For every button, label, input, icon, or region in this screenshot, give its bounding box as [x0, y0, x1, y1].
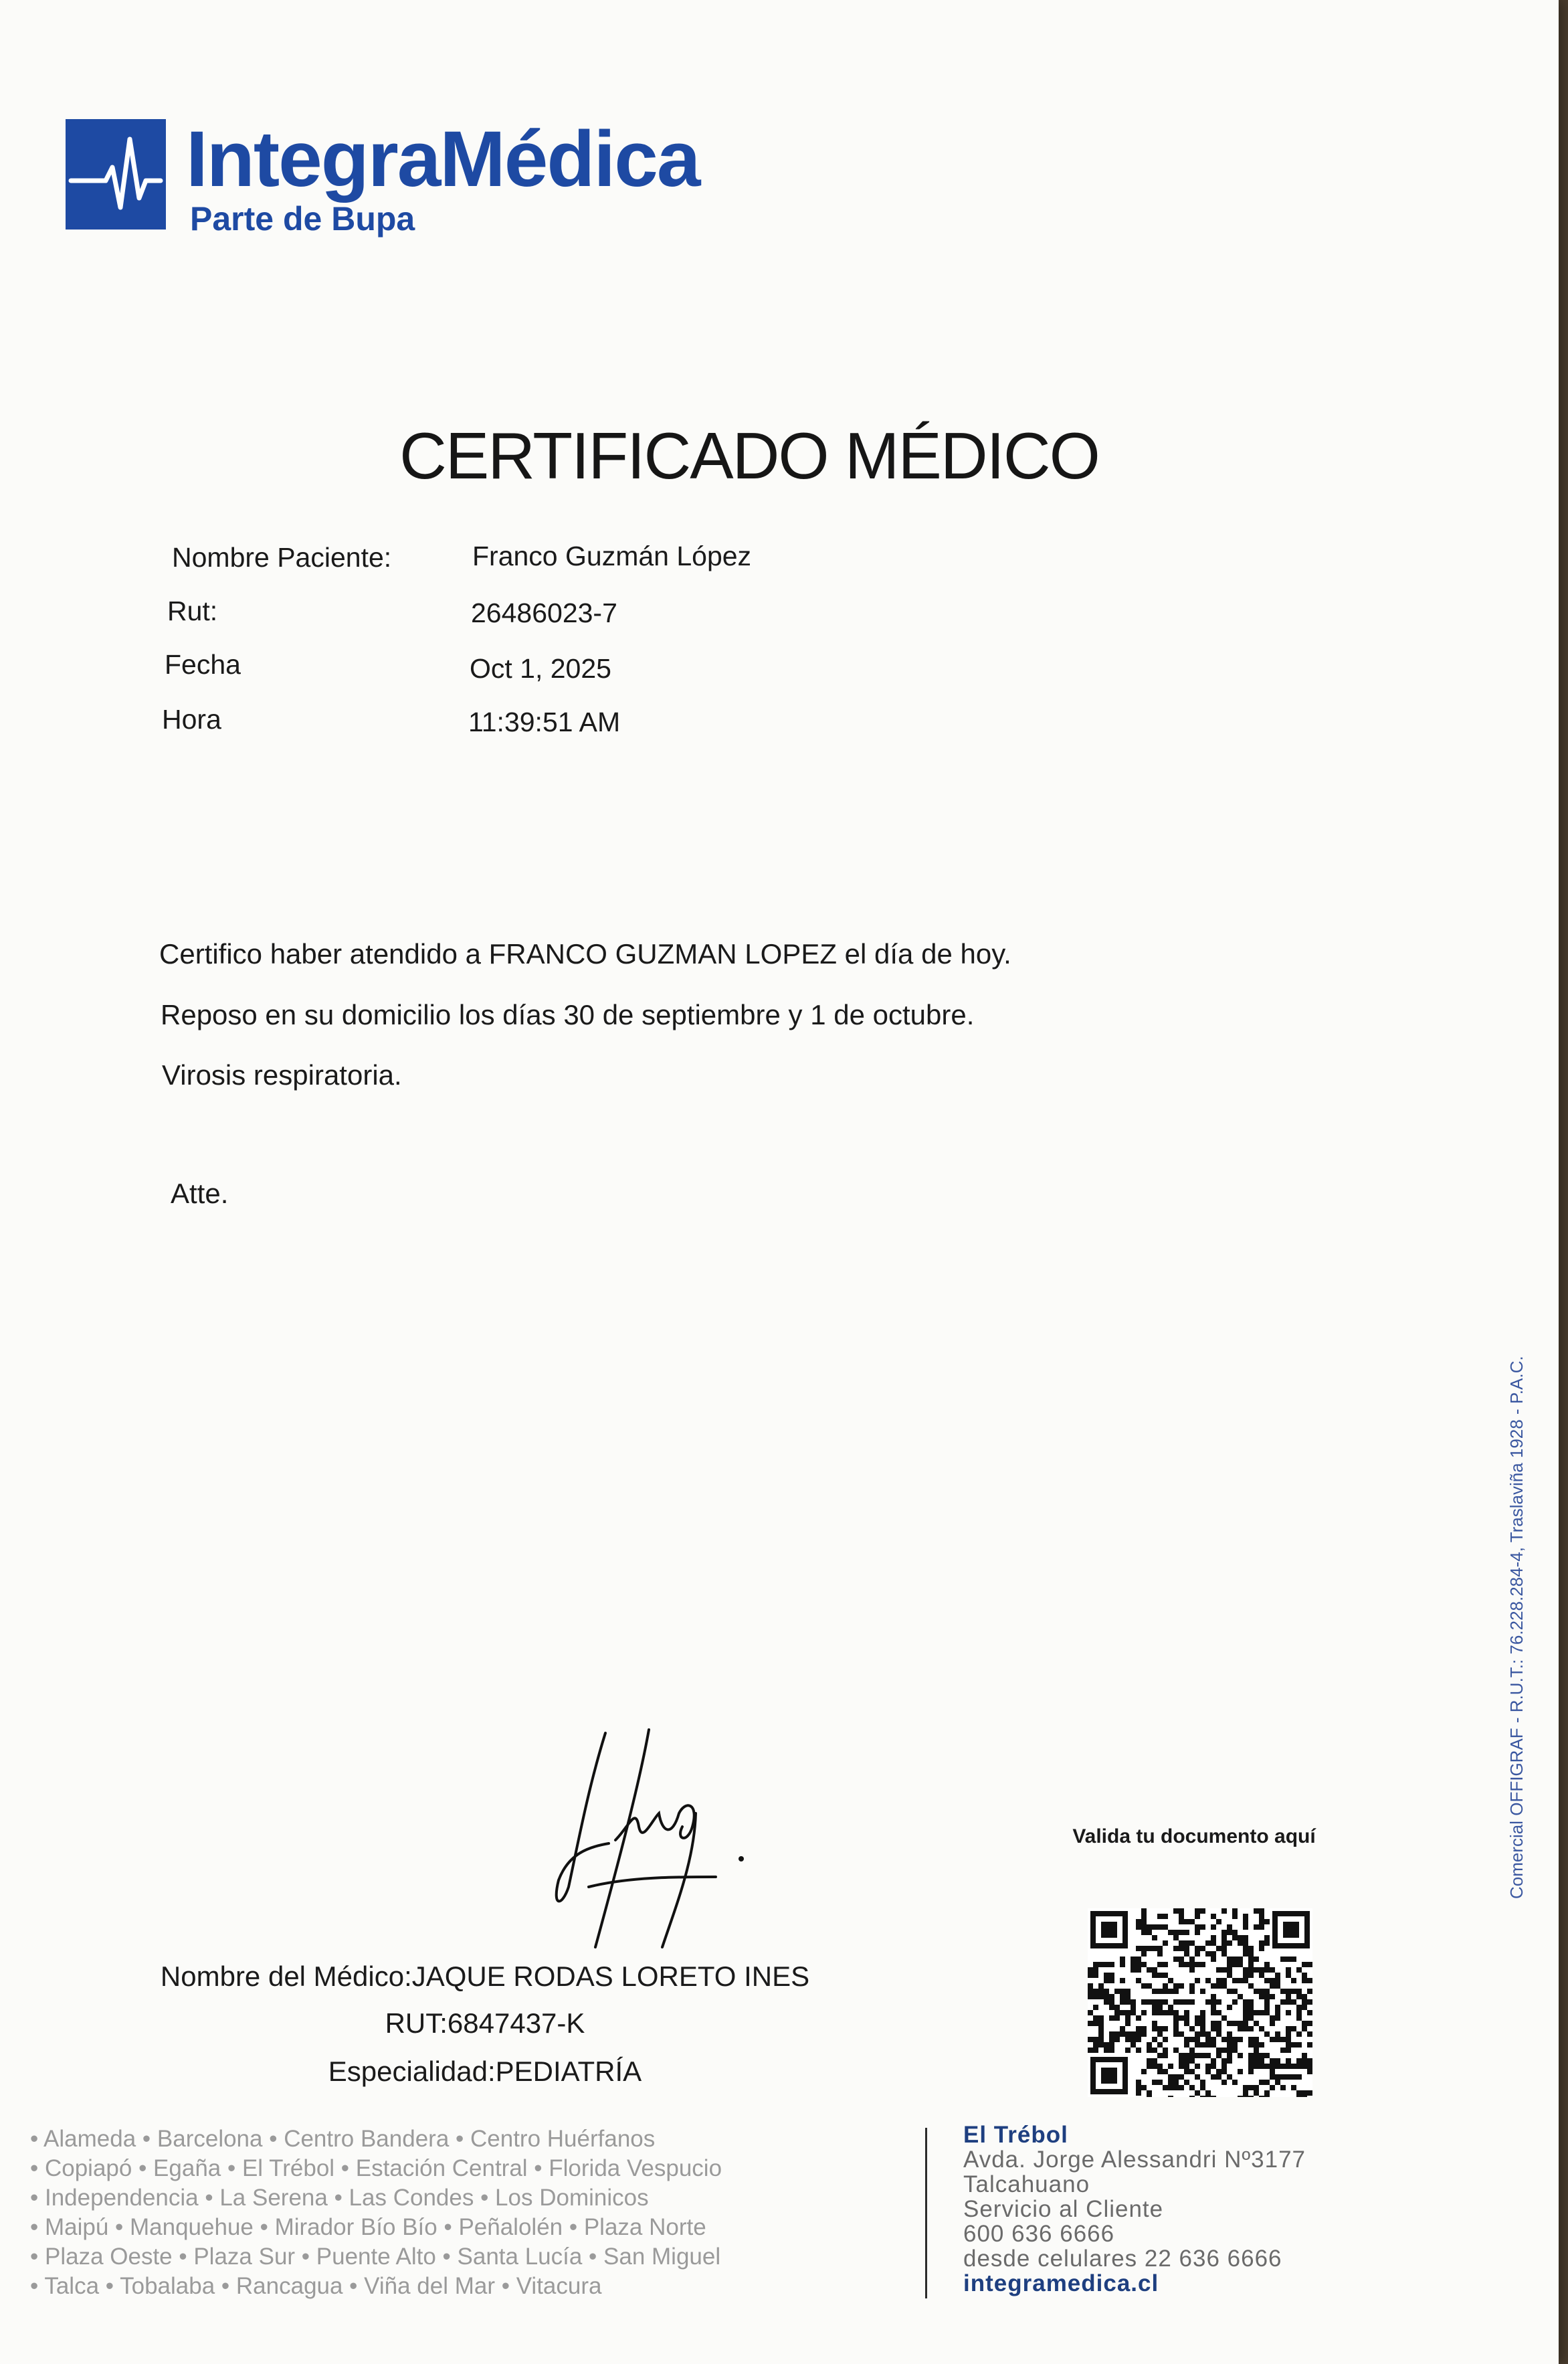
- rut-value: 26486023-7: [471, 598, 617, 628]
- branch-line: • Talca • Tobalaba • Rancagua • Viña del Mar • Vitacura: [30, 2273, 602, 2299]
- website-link[interactable]: integramedica.cl: [963, 2270, 1159, 2296]
- brand-name: IntegraMédica: [186, 115, 700, 203]
- branch-line: • Maipú • Manquehue • Mirador Bío Bío • Peñalolén • Plaza Norte: [30, 2214, 706, 2240]
- branch-list: [30, 2124, 722, 2301]
- doctor-signature: [515, 1726, 756, 1954]
- branch-line: • Alameda • Barcelona • Centro Bandera • Centro Huérfanos: [30, 2126, 656, 2152]
- rest-text: Reposo en su domicilio los días 30 de septiembre y 1 de octubre.: [161, 999, 975, 1030]
- doctor-rut: RUT:6847437-K: [385, 2007, 585, 2039]
- footer-divider: [925, 2128, 927, 2298]
- branch-line: • Copiapó • Egaña • El Trébol • Estación Central • Florida Vespucio: [30, 2155, 722, 2181]
- certification-text: Certifico haber atendido a FRANCO GUZMAN LOPEZ el día de hoy.: [159, 938, 1011, 970]
- patient-name-value: Franco Guzmán López: [472, 541, 752, 571]
- doctor-name: Nombre del Médico:JAQUE RODAS LORETO INES: [160, 1961, 810, 1992]
- contact-city: Talcahuano: [963, 2171, 1090, 2197]
- time-label: Hora: [162, 704, 221, 735]
- contact-service-label: Servicio al Cliente: [963, 2196, 1164, 2222]
- rut-label: Rut:: [167, 596, 218, 626]
- validate-document-label: Valida tu documento aquí: [1072, 1825, 1316, 1847]
- brand-tagline: Parte de Bupa: [190, 200, 415, 238]
- branch-line: • Plaza Oeste • Plaza Sur • Puente Alto • Santa Lucía • San Miguel: [30, 2244, 721, 2270]
- time-value: 11:39:51 AM: [468, 707, 621, 737]
- contact-phone[interactable]: 600 636 6666: [963, 2221, 1115, 2247]
- contact-mobile[interactable]: desde celulares 22 636 6666: [963, 2246, 1282, 2272]
- printer-imprint: Comercial OFFIGRAF - R.U.T.: 76.228.284-4, Traslaviña 1928 - P.A.C.: [1506, 1356, 1527, 1899]
- qr-code-icon[interactable]: [1088, 1908, 1312, 2097]
- closing-text: Atte.: [171, 1178, 229, 1209]
- integramedica-logo-icon: [66, 119, 166, 230]
- branch-line: • Independencia • La Serena • Las Condes • Los Dominicos: [30, 2185, 649, 2211]
- patient-name-label: Nombre Paciente:: [172, 542, 392, 573]
- date-value: Oct 1, 2025: [470, 653, 611, 684]
- contact-branch: El Trébol: [963, 2122, 1068, 2148]
- document-title: CERTIFICADO MÉDICO: [399, 419, 1099, 492]
- doctor-specialty: Especialidad:PEDIATRÍA: [328, 2056, 642, 2087]
- contact-address: Avda. Jorge Alessandri Nº3177: [963, 2147, 1306, 2173]
- contact-block: [963, 2122, 1306, 2296]
- diagnosis-text: Virosis respiratoria.: [162, 1059, 402, 1091]
- date-label: Fecha: [165, 649, 241, 680]
